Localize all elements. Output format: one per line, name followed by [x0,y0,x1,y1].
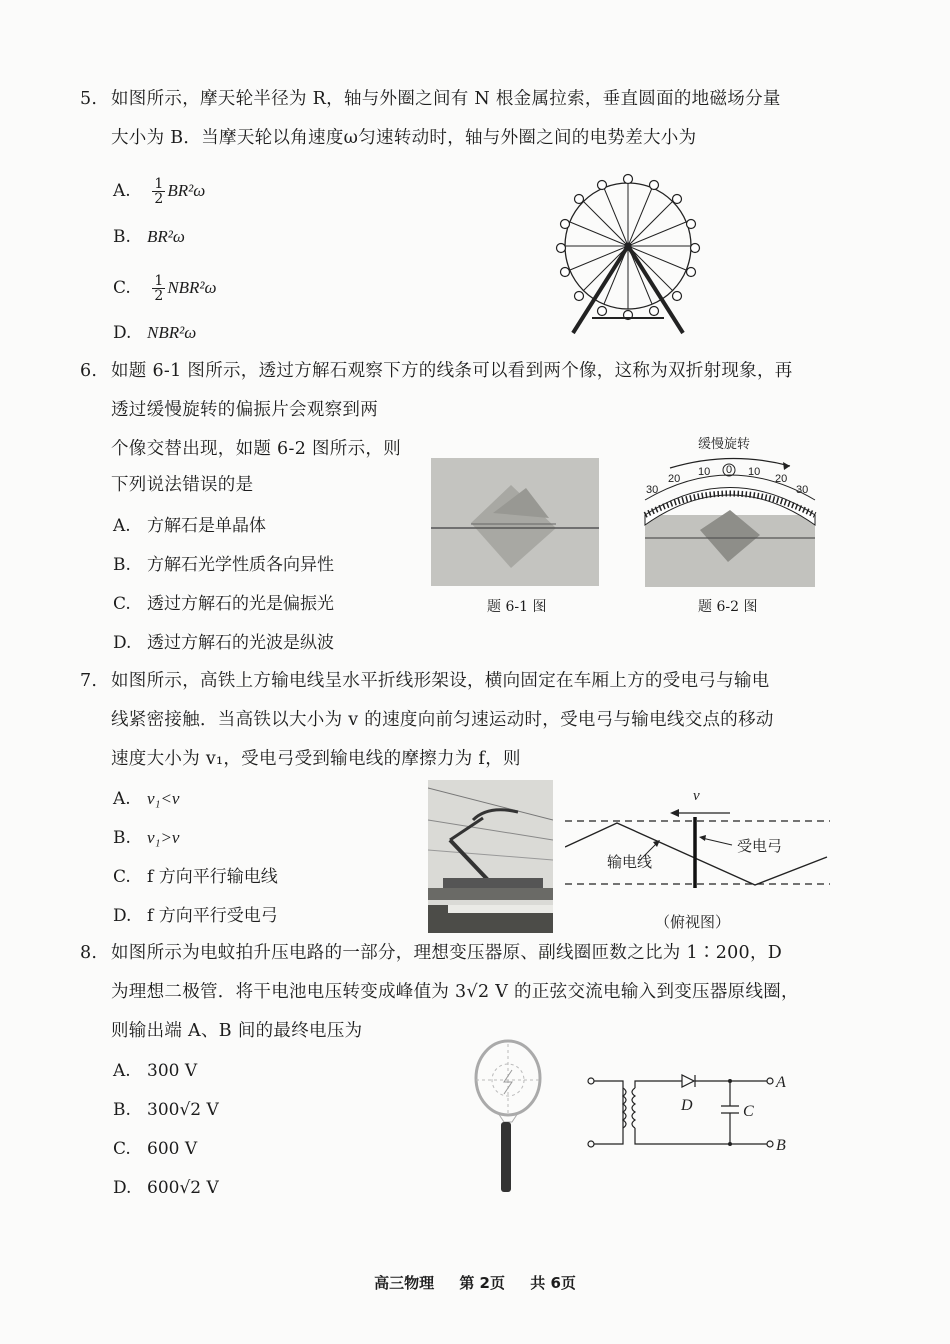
option-text: 300√2 V [147,1100,219,1120]
q7-line-3: 速度大小为 v₁，受电弓受到输电线的摩擦力为 f，则 [111,749,521,769]
velocity-label: v [693,788,700,804]
q6-line-1: 如题 6-1 图所示，透过方解石观察下方的线条可以看到两个像，这称为双折射现象，再 [111,361,793,381]
option-label: C. [113,867,131,887]
option-text: BR²ω [167,181,206,200]
caption-6-2: 题 6-2 图 [698,599,758,615]
option-label: D. [113,323,132,343]
q5-number: 5. [80,89,98,109]
mosquito-racket-icon [470,1038,550,1198]
q7-option-b [113,827,179,849]
denominator: 2 [154,191,164,207]
svg-text:10: 10 [698,466,711,478]
capacitor-label: C [743,1103,754,1120]
train-pantograph-photo [428,780,553,933]
footer-page-number: 第 2页 [459,1274,505,1292]
polarizer-photo-6-2 [640,430,820,590]
option-label: B. [113,227,131,247]
q6-option-a [113,515,266,537]
option-text: v₁<v [147,789,180,808]
rotate-slowly-label: 缓慢旋转 [698,437,751,452]
q6-option-b [113,554,334,576]
option-text: NBR²ω [147,323,197,342]
option-text: f 方向平行输电线 [147,867,278,887]
option-label: A. [113,181,131,201]
footer-total-pages: 共 6页 [530,1274,576,1292]
q7-option-d [113,905,278,927]
option-text: f 方向平行受电弓 [147,906,278,926]
option-label: D. [113,906,132,926]
q8-line-1: 如图所示为电蚊拍升压电路的一部分，理想变压器原、副线圈匝数之比为 1∶200，D [111,943,783,963]
q8-option-b [113,1099,219,1121]
footer-subject: 高三物理 [374,1274,435,1292]
terminal-a-label: A [776,1074,786,1091]
q6-option-c [113,593,334,615]
option-text: 300 V [147,1061,198,1081]
q6-line-2: 透过缓慢旋转的偏振片会观察到两 [111,400,378,420]
q8-number: 8. [80,943,98,963]
option-text: 600 V [147,1139,198,1159]
option-text: 方解石光学性质各向异性 [147,555,334,575]
option-label: B. [113,828,131,848]
option-label: D. [113,1178,132,1198]
svg-text:30: 30 [796,484,809,496]
q5-option-c [113,274,217,303]
q7-number: 7. [80,671,98,691]
option-label: B. [113,1100,131,1120]
q5-line-1: 如图所示，摩天轮半径为 R，轴与外圈之间有 N 根金属拉索，垂直圆面的地磁场分量 [111,89,781,109]
option-text: 透过方解石的光波是纵波 [147,633,334,653]
q6-option-d [113,632,334,654]
q5-option-b [113,226,185,248]
q6-line-3: 个像交替出现，如题 6-2 图所示，则 [111,439,402,459]
q8-option-a [113,1060,197,1082]
option-text: 600√2 V [147,1178,219,1198]
svg-text:0: 0 [726,464,733,476]
option-label: A. [113,789,131,809]
page-footer [0,1272,950,1293]
q7-option-c [113,866,278,888]
denominator: 2 [154,288,164,304]
numerator: 1 [154,176,164,192]
option-label: A. [113,1061,131,1081]
diode-icon [682,1075,694,1087]
option-label: C. [113,1139,131,1159]
numerator: 1 [154,273,164,289]
svg-text:30: 30 [646,484,659,496]
q8-option-d [113,1177,219,1199]
option-label: D. [113,633,132,653]
pantograph-label: 受电弓 [737,837,783,855]
option-text: 透过方解石的光是偏振光 [147,594,334,614]
q5-line-2: 大小为 B．当摩天轮以角速度ω匀速转动时，轴与外圈之间的电势差大小为 [111,128,697,148]
diode-label: D [681,1097,693,1114]
q6-line-4: 下列说法错误的是 [111,475,254,495]
q7-line-1: 如图所示，高铁上方输电线呈水平折线形架设，横向固定在车厢上方的受电弓与输电 [111,671,770,691]
option-text: v₁>v [147,828,180,847]
terminal-b-label: B [776,1137,786,1154]
circuit-diagram [585,1068,795,1158]
q8-line-2: 为理想二极管．将干电池电压转变成峰值为 3√2 V 的正弦交流电输入到变压器原线圈， [111,982,799,1002]
option-label: A. [113,516,131,536]
option-text: BR²ω [147,227,185,246]
q6-number: 6. [80,361,98,381]
svg-text:20: 20 [668,473,681,485]
q8-line-3: 则输出端 A、B 间的最终电压为 [111,1021,363,1041]
q5-option-a [113,177,205,206]
option-label: C. [113,594,131,614]
q8-option-c [113,1138,197,1160]
svg-text:20: 20 [775,473,788,485]
caption-6-1: 题 6-1 图 [487,599,547,615]
option-label: B. [113,555,131,575]
q7-line-2: 线紧密接触．当高铁以大小为 v 的速度向前匀速运动时，受电弓与输电线交点的移动 [111,710,774,730]
option-text: 方解石是单晶体 [147,516,266,536]
top-view-caption: （俯视图） [655,913,731,931]
fraction [152,274,165,303]
q5-option-d [113,322,196,344]
wire-label: 输电线 [607,853,653,871]
option-label: C. [113,278,131,298]
option-text: NBR²ω [167,278,217,297]
calcite-photo-6-1 [431,458,599,586]
fraction [152,177,165,206]
ferris-wheel-figure [548,168,708,338]
q7-option-a [113,788,179,810]
svg-text:10: 10 [748,466,761,478]
